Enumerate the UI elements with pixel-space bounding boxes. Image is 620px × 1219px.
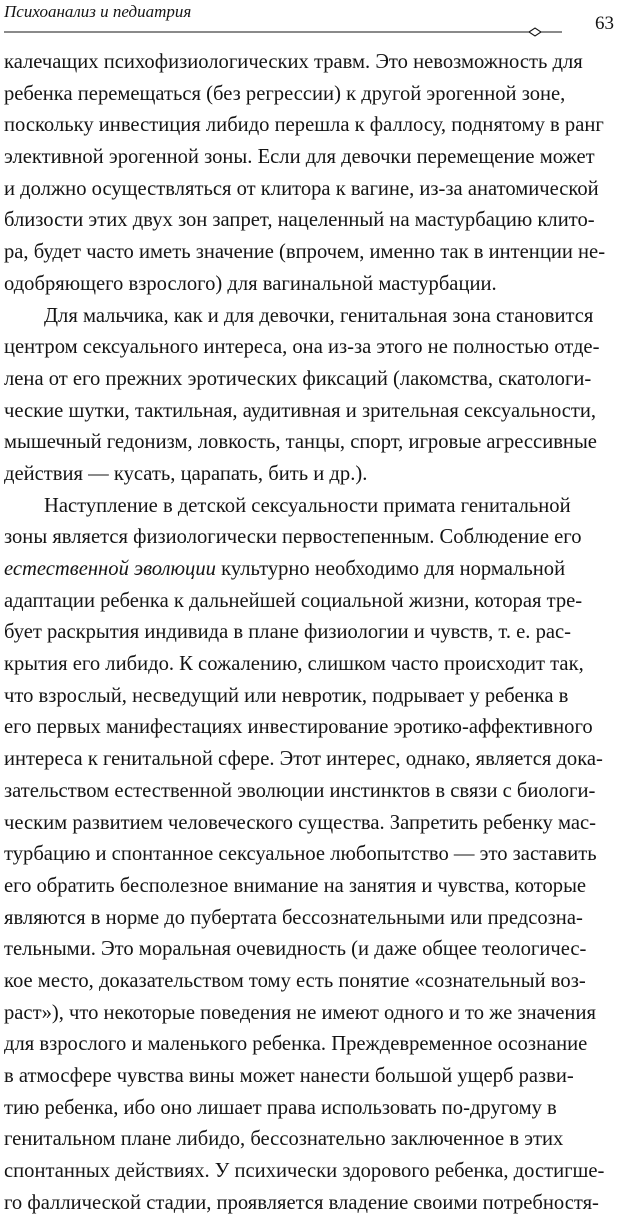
text-line: раст»), что некоторые поведения не имеют одного и то же значения [4,1001,596,1024]
text-line: ра, будет часто иметь значение (впрочем, именно так в интенции не- [4,241,606,264]
running-head [0,0,620,40]
text-line [4,554,616,586]
running-title: Психоанализ и педиатрия [4,2,192,21]
text-line: поскольку инвестиция либидо перешла к фаллосу, поднятому в ранг [4,114,604,137]
text-line: калечащих психофизиологических травм. Это невозможность для [4,51,583,73]
text-line: центром сексуального интереса, она из-за этого не полностью отде- [4,336,600,359]
page-number: 63 [595,13,614,34]
text-line: элективной эрогенной зоны. Если для девочки перемещение может [4,146,595,169]
text-line: генитальном плане либидо, бессознательно заключенное в этих [4,1128,564,1151]
text-line: близости этих двух зон запрет, нацеленный на мастурбацию клито- [4,209,595,232]
text-line: одобряющего взрослого) для вагинальной мастурбации. [4,272,497,295]
text-line: для взрослого и маленького ребенка. Преждевременное осознание [4,1033,588,1056]
text-line: и должно осуществляться от клитора к вагине, из-за анатомической [4,177,599,200]
text-line: мышечный гедонизм, ловкость, танцы, спорт, игровые агрессивные [4,431,597,454]
text-line: бует раскрытия индивида в плане физиологии и чувств, т. е. рас- [4,621,572,644]
text-line: что взрослый, несведущий или невротик, подрывает у ребенка в [4,684,569,707]
text-line: его обратить бесполезное внимание на занятия и чувства, которые [4,874,587,897]
text-line: крытия его либидо. К сожалению, слишком часто происходит так, [4,653,584,676]
text-line: действия — кусать, царапать, бить и др.). [4,462,368,485]
text-line: турбацию и спонтанное сексуальное любопытство — это заставить [4,843,597,866]
header-rule-ornament [4,25,562,39]
text-line: тию ребенка, ибо оно лишает права использовать по-другому в [4,1096,557,1119]
text-line-post: культурно необходимо для нормальной [215,558,566,580]
text-line: ческим развитием человеческого существа. Запретить ребенку мас- [4,811,597,834]
text-line: тельными. Это моральная очевидность (и даже общее теологичес- [4,938,587,961]
text-line: Наступление в детской сексуальности примата генитальной [44,494,571,517]
text-line: его первых манифестациях инвестирование эротико-аффективного [4,716,593,739]
text-line: интереса к генитальной сфере. Этот интерес, однако, является дока- [4,748,603,771]
text-line: кое место, доказательством тому есть понятие «сознательный воз- [4,969,586,992]
text-line: лена от его прежних эротических фиксаций (лакомства, скатологи- [4,367,592,390]
text-line: адаптации ребенка к дальнейшей социальной жизни, которая тре- [4,589,583,612]
body-text [4,47,616,1219]
text-line: зоны является физиологически первостепенным. Соблюдение его [4,526,582,549]
text-line: являются в норме до пубертата бессознательными или предсозна- [4,906,583,929]
text-line: го фаллической стадии, проявляется владение своими потребностя- [4,1191,599,1214]
text-line: спонтанных действиях. У психически здорового ребенка, достигше- [4,1160,605,1183]
text-line: ребенка перемещаться (без регрессии) к другой эрогенной зоне, [4,82,566,105]
emphasis-text: естественной эволюции [4,558,216,580]
text-line: Для мальчика, как и для девочки, генитальная зона становится [44,304,594,327]
text-line: в атмосфере чувства вины может нанести большой ущерб разви- [4,1065,574,1087]
text-line: зательством естественной эволюции инстинктов в связи с биологи- [4,779,596,802]
text-line: ческие шутки, тактильная, аудитивная и зрительная сексуальности, [4,399,597,422]
